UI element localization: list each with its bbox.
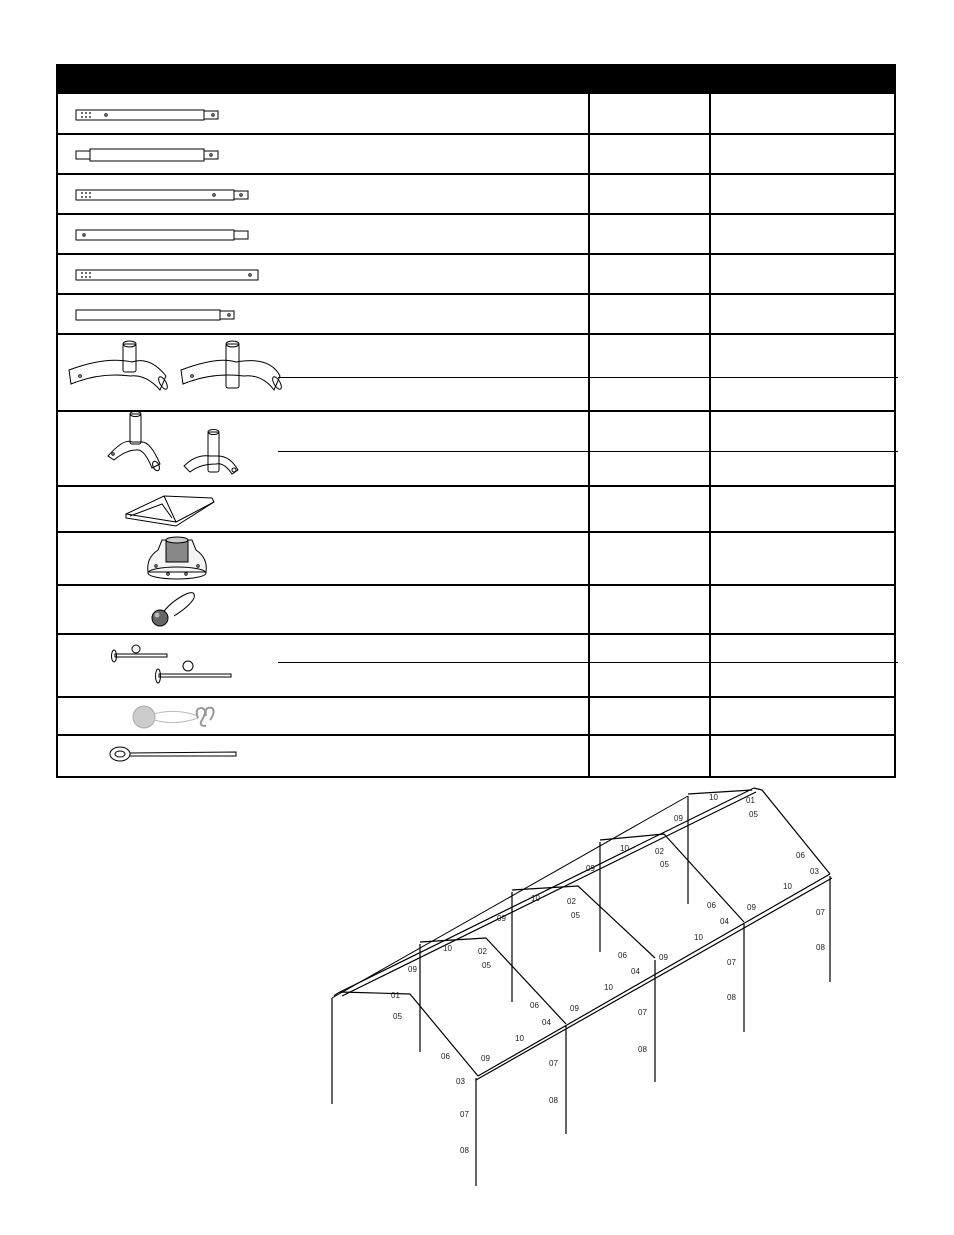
diagram-label: 06 — [530, 1001, 539, 1010]
diagram-label: 09 — [497, 914, 506, 923]
front-end-roof — [754, 788, 830, 874]
diagram-label: 06 — [441, 1052, 450, 1061]
ridge-rail — [340, 788, 754, 992]
diagram-label: 10 — [604, 983, 613, 992]
back-end-roof — [334, 992, 478, 1076]
diagram-label: 09 — [481, 1054, 490, 1063]
diagram-label: 05 — [660, 860, 669, 869]
diagram-label: 09 — [747, 903, 756, 912]
diagram-label: 02 — [478, 947, 487, 956]
diagram-label: 10 — [694, 933, 703, 942]
diagram-label: 10 — [531, 894, 540, 903]
diagram-label: 10 — [783, 882, 792, 891]
diagram-label: 05 — [571, 911, 580, 920]
diagram-label: 02 — [655, 847, 664, 856]
diagram-label: 06 — [618, 951, 627, 960]
diagram-label: 08 — [549, 1096, 558, 1105]
part-labels — [391, 793, 825, 1155]
diagram-label: 05 — [393, 1012, 402, 1021]
diagram-label: 03 — [810, 867, 819, 876]
rafter-1 — [420, 938, 566, 1024]
diagram-label: 09 — [408, 965, 417, 974]
diagram-label: 10 — [443, 944, 452, 953]
diagram-label: 07 — [638, 1008, 647, 1017]
diagram-label: 01 — [746, 796, 755, 805]
diagram-label: 09 — [586, 864, 595, 873]
diagram-label: 02 — [567, 897, 576, 906]
diagram-label: 08 — [816, 943, 825, 952]
diagram-label: 07 — [727, 958, 736, 967]
diagram-label: 04 — [720, 917, 729, 926]
diagram-label: 04 — [631, 967, 640, 976]
diagram-label: 07 — [816, 908, 825, 917]
diagram-label: 07 — [549, 1059, 558, 1068]
diagram-label: 08 — [638, 1045, 647, 1054]
diagram-label: 05 — [749, 810, 758, 819]
ridge-rail-inner — [342, 792, 756, 996]
diagram-label: 01 — [391, 991, 400, 1000]
diagram-label: 06 — [796, 851, 805, 860]
diagram-label: 03 — [456, 1077, 465, 1086]
front-eave-rail-inner — [476, 878, 832, 1080]
diagram-label: 10 — [709, 793, 718, 802]
diagram-label: 09 — [674, 814, 683, 823]
diagram-label: 05 — [482, 961, 491, 970]
diagram-label: 10 — [620, 844, 629, 853]
diagram-label: 06 — [707, 901, 716, 910]
diagram-label: 04 — [542, 1018, 551, 1027]
front-eave-rail — [478, 874, 830, 1076]
diagram-label: 08 — [460, 1146, 469, 1155]
diagram-label: 09 — [659, 953, 668, 962]
diagram-label: 07 — [460, 1110, 469, 1119]
diagram-label: 08 — [727, 993, 736, 1002]
diagram-label: 09 — [570, 1004, 579, 1013]
diagram-label: 10 — [515, 1034, 524, 1043]
frame-lines — [332, 788, 832, 1186]
